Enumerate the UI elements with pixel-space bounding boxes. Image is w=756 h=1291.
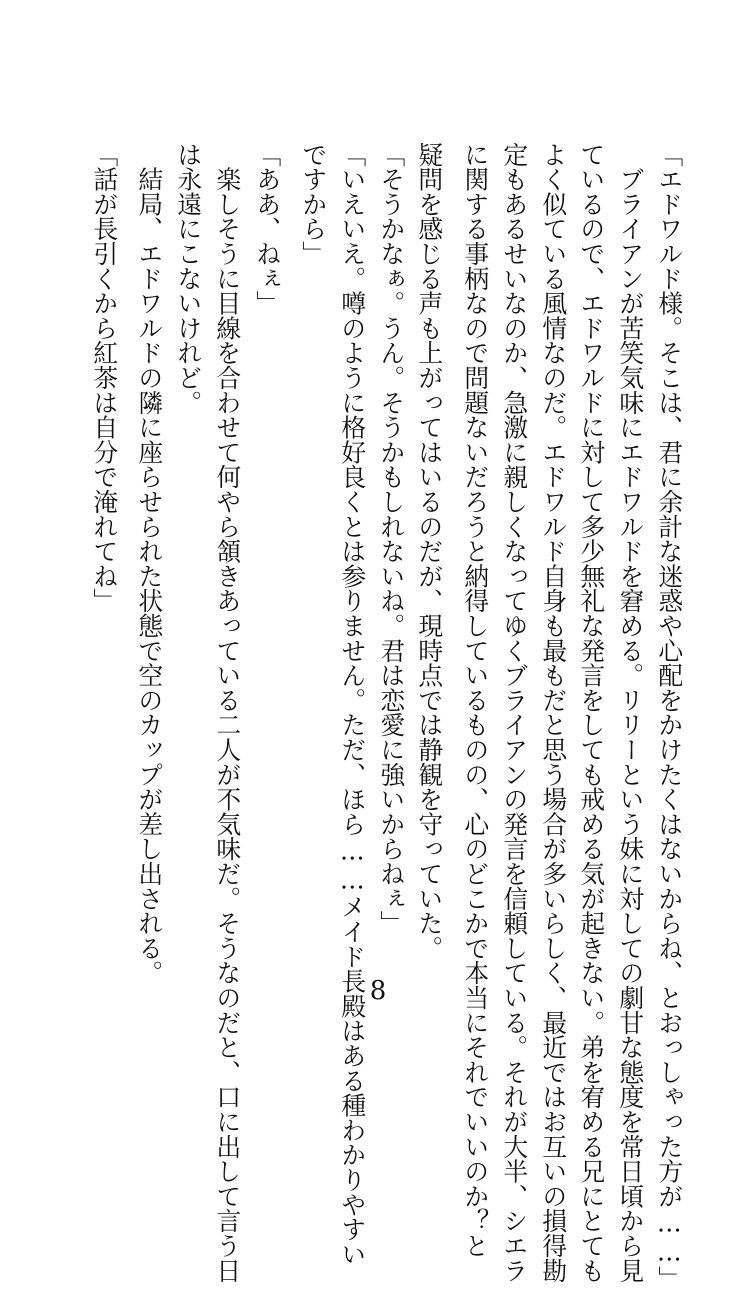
text-line: は永遠にこないけれど。 <box>173 142 203 415</box>
text-line: 疑問を感じる声も上がってはいるのだが、現時点では静観を守っていた。 <box>414 142 444 961</box>
text-line: 定もあるせいなのか、急激に親しくなってゆくブライアンの発言を信頼している。それが大半、シエラ <box>499 142 529 1283</box>
text-line: 「エドワルド様。そこは、君に余計な迷惑や心配をかけたくはないからね、とおっしゃった方が……」 <box>654 142 684 1291</box>
text-line: 楽しそうに目線を合わせて何やら頷きあっている二人が不気味だ。そうなのだと、口に出して言う日 <box>212 142 242 1283</box>
text-line: よく似ている風情なのだ。エドワルド自身も最もだと思う場合が多いらしく、最近ではお互いの損得勘 <box>538 142 568 1283</box>
text-line: 「そうかなぁ。うん。そうかもしれないね。君は恋愛に強いからねぇ」 <box>376 142 406 936</box>
text-line: 結局、エドワルドの隣に座らせられた状態で空のカップが差し出される。 <box>134 142 164 986</box>
text-line: 「ああ、ねぇ」 <box>252 142 282 316</box>
text-line: 「話が長引くから紅茶は自分で淹れてね」 <box>89 142 119 614</box>
page-number: 8 <box>369 976 387 1006</box>
text-line: に関する事柄なので問題ないだろうと納得しているものの、心のどこかで本当にそれでいいのか？と <box>460 142 490 1258</box>
text-line: 「いえいえ。噂のように格好良くとは参りません。ただ、ほら……メイド長殿はある種わかりやすい <box>337 142 367 1267</box>
text-line: ブライアンが苦笑気味にエドワルドを窘める。リリーという妹に対しての劇甘な態度を常日頃から見 <box>615 142 645 1283</box>
text-line: ですから」 <box>298 142 328 266</box>
text-line: ているので、エドワルドに対して多少無礼な発言をしても戒める気が起きない。弟を宥める兄にとても <box>576 142 606 1283</box>
